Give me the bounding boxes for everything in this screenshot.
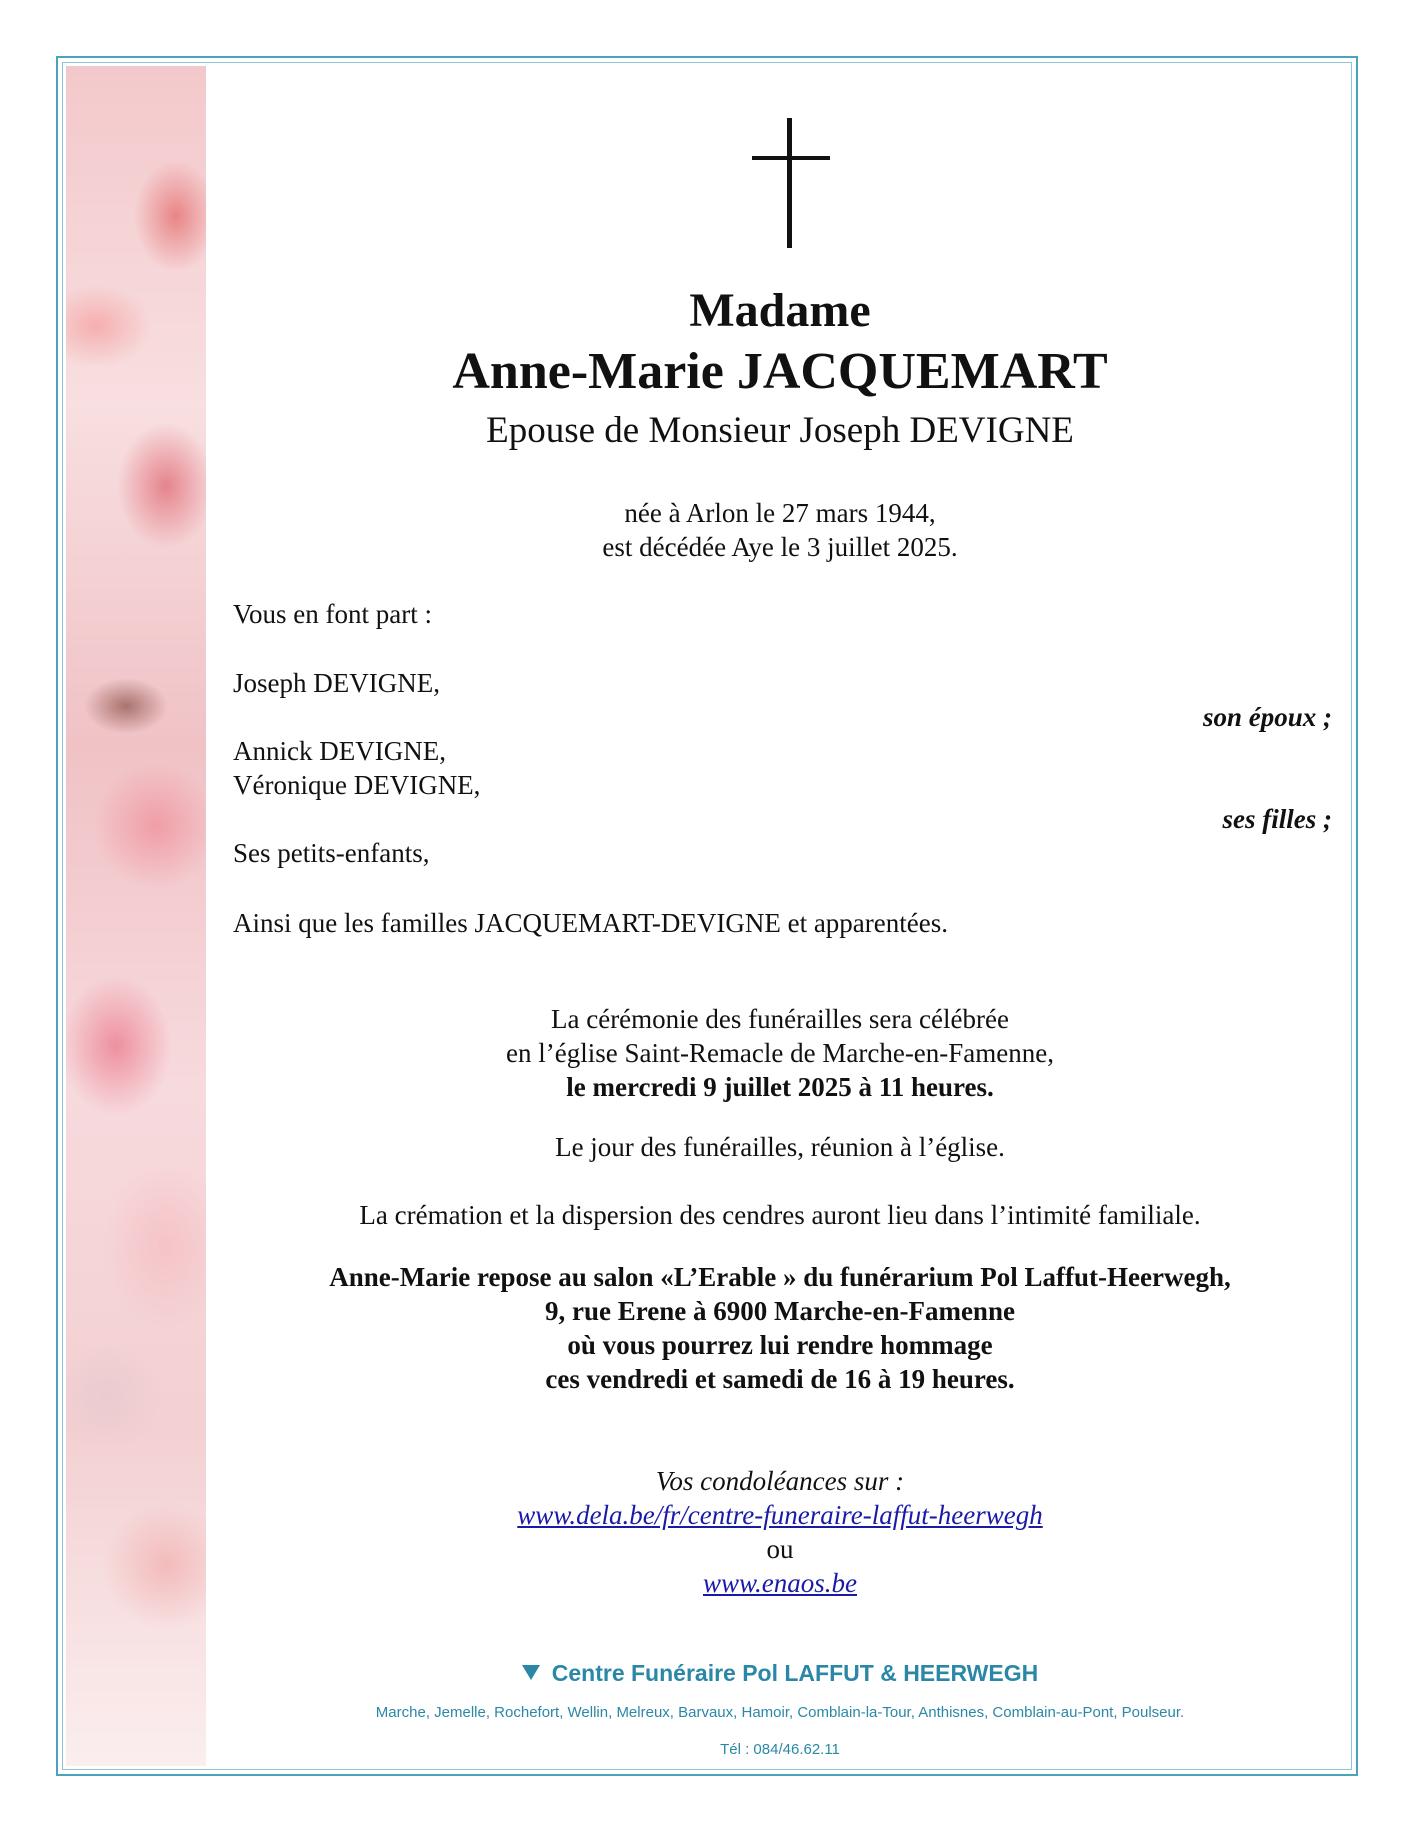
visitation-line-4: ces vendredi et samedi de 16 à 19 heures.: [545, 1364, 1015, 1394]
death-line: est décédée Aye le 3 juillet 2025.: [602, 532, 958, 562]
or-text: ou: [766, 1534, 794, 1564]
funeral-home-logo: [230, 1658, 1330, 1688]
ceremony-line-1: La cérémonie des funérailles sera célébrée: [551, 1004, 1009, 1034]
enaos-link[interactable]: www.enaos.be: [703, 1568, 857, 1598]
visitation-line-3: où vous pourrez lui rendre hommage: [567, 1330, 993, 1360]
visitation-line-2: 9, rue Erene à 6900 Marche-en-Famenne: [545, 1296, 1015, 1326]
meeting-note: Le jour des funérailles, réunion à l’église.: [555, 1132, 1005, 1162]
family-daughter-2: Véronique DEVIGNE,: [233, 770, 481, 800]
birth-line: née à Arlon le 27 mars 1944,: [624, 498, 936, 528]
cross-icon: [752, 118, 830, 248]
announcement-intro: Vous en font part :: [233, 599, 432, 629]
family-grandchildren: Ses petits-enfants,: [233, 838, 430, 868]
family-spouse-name: Joseph DEVIGNE,: [233, 668, 440, 698]
cremation-note: La crémation et la dispersion des cendres auront lieu dans l’intimité familiale.: [359, 1200, 1201, 1230]
honorific: Madame: [689, 284, 871, 337]
ceremony-line-2: en l’église Saint-Remacle de Marche-en-Famenne,: [505, 1038, 1054, 1068]
funeral-home-name: Centre Funéraire Pol LAFFUT & HEERWEGH: [551, 1660, 1039, 1686]
triangle-down-icon: [522, 1665, 540, 1680]
deceased-name: Anne-Marie JACQUEMART: [452, 343, 1108, 400]
family-relatives: Ainsi que les familles JACQUEMART-DEVIGNE et apparentées.: [233, 908, 948, 938]
spouse-line: Epouse de Monsieur Joseph DEVIGNE: [486, 410, 1074, 451]
family-spouse-role: son époux ;: [1202, 702, 1332, 732]
funeral-home-phone: Tél : 084/46.62.11: [720, 1741, 840, 1758]
condolences-intro: Vos condoléances sur :: [655, 1466, 905, 1496]
funeral-home-locations: Marche, Jemelle, Rochefort, Wellin, Melreux, Barvaux, Hamoir, Comblain-la-Tour, Anthisnes, Comblain-au-Pont, Poulseur.: [375, 1704, 1185, 1721]
family-daughters-role: ses filles ;: [1222, 804, 1332, 834]
visitation-line-1: Anne-Marie repose au salon «L’Erable » du funérarium Pol Laffut-Heerwegh,: [329, 1262, 1231, 1292]
cherry-blossom-image: [66, 66, 206, 1766]
dela-link[interactable]: www.dela.be/fr/centre-funeraire-laffut-heerwegh: [517, 1500, 1043, 1530]
family-daughter-1: Annick DEVIGNE,: [233, 736, 446, 766]
ceremony-date: le mercredi 9 juillet 2025 à 11 heures.: [566, 1072, 994, 1102]
